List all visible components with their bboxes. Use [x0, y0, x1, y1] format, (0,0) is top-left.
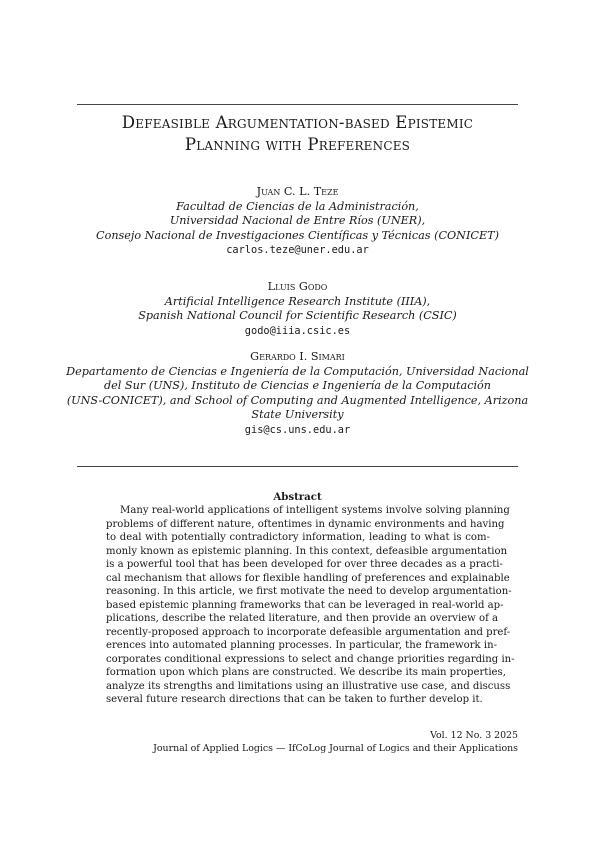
author-name: Lluis Godo — [267, 280, 328, 293]
affiliation-line: Consejo Nacional de Investigaciones Científicas y Técnicas (CONICET) — [96, 228, 499, 242]
abstract-line: several future research directions that can be taken to further develop it. — [106, 694, 483, 705]
title-line: Defeasible Argumentation-based Epistemic — [121, 113, 474, 132]
journal-name: Journal of Applied Logics — IfCoLog Journal of Logics and their Applications — [153, 742, 518, 754]
affiliation-line: Spanish National Council for Scientific Research (CSIC) — [138, 309, 457, 323]
affiliation-line: (UNS-CONICET), and School of Computing and Augmented Intelligence, Arizona — [66, 393, 529, 407]
abstract-line: based epistemic planning frameworks that can be leveraged in real-world ap- — [106, 599, 504, 611]
author-name: Gerardo I. Simari — [250, 350, 345, 363]
abstract-heading: Abstract — [273, 491, 322, 503]
paper-title — [77, 112, 518, 156]
abstract-line: recently-proposed approach to incorporate defeasible argumentation and pref- — [106, 626, 511, 638]
author-name: Juan C. L. Teze — [256, 185, 339, 198]
abstract-body — [106, 504, 515, 707]
author-block — [20, 350, 575, 437]
affiliation-line: Universidad Nacional de Entre Ríos (UNER), — [169, 214, 426, 228]
top-rule — [77, 104, 518, 105]
abstract-line: to deal with potentially contradictory information, leading to what is com- — [106, 532, 490, 543]
abstract-line: plications, describe the related literature, and then provide an overview of a — [106, 613, 499, 624]
abstract-line: formation upon which plans are constructed. We describe its main properties, — [106, 667, 506, 678]
affiliation-line: Artificial Intelligence Research Institute (IIIA), — [164, 295, 431, 308]
journal-footer — [77, 730, 518, 755]
affiliation-line: State University — [251, 408, 344, 422]
abstract-line: Many real-world applications of intelligent systems involve solving planning — [120, 505, 510, 516]
abstract-line: monly known as epistemic planning. In this context, defeasible argumentation — [106, 545, 508, 557]
abstract-line: problems of different nature, oftentimes in dynamic environments and having — [106, 518, 505, 530]
abstract-line: analyze its strengths and limitations using an illustrative use case, and discuss — [106, 680, 511, 692]
affiliation-line: del Sur (UNS), Instituto de Ciencias e Ingeniería de la Computación — [104, 379, 491, 393]
section-rule — [77, 466, 518, 467]
author-block — [50, 280, 545, 338]
affiliation-line: Departamento de Ciencias e Ingeniería de la Computación, Universidad Nacional — [66, 365, 529, 378]
abstract-line: corporates conditional expressions to select and change priorities regarding in- — [106, 653, 515, 665]
abstract-line: cal mechanism that allows for flexible handling of preferences and explainable — [106, 572, 510, 584]
abstract-line: erences into automated planning processes. In particular, the framework in- — [106, 640, 498, 651]
author-email: carlos.teze@uner.edu.ar — [226, 244, 369, 257]
affiliation-line: Facultad de Ciencias de la Administración, — [176, 200, 419, 213]
author-email: gis@cs.uns.edu.ar — [244, 423, 351, 436]
abstract-line: is a powerful tool that has been developed for over three decades as a practi- — [106, 559, 503, 570]
abstract-line: reasoning. In this article, we first motivate the need to develop argumentation- — [106, 586, 512, 597]
volume-info: Vol. 12 No. 3 2025 — [430, 730, 518, 741]
author-email: godo@iiia.csic.es — [244, 324, 351, 337]
author-block — [50, 185, 545, 257]
title-line: Planning with Preferences — [184, 135, 411, 154]
